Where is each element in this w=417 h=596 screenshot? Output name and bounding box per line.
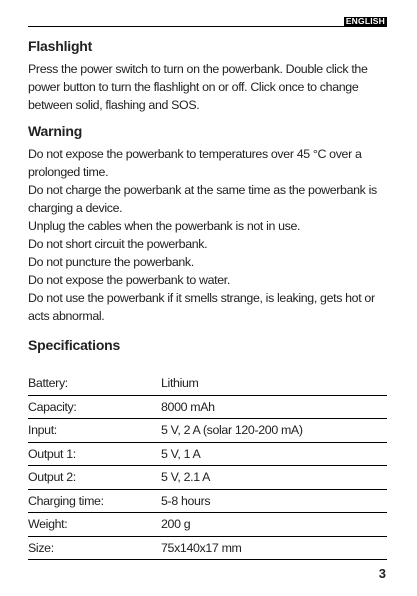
spec-row <box>28 372 387 396</box>
spec-label: Size: <box>28 540 54 555</box>
warning-line: Do not charge the powerbank at the same time as the powerbank is charging a device. <box>28 183 377 215</box>
warning-line: Do not expose the powerbank to water. <box>28 273 230 287</box>
spec-value: 8000 mAh <box>161 399 215 414</box>
specifications-table <box>28 372 387 560</box>
spec-value: Lithium <box>161 376 199 390</box>
spec-row <box>28 396 387 420</box>
page-number: 3 <box>378 566 386 581</box>
spec-value: 5-8 hours <box>161 493 211 508</box>
warning-heading: Warning <box>28 123 83 139</box>
spec-label: Output 1: <box>28 446 76 461</box>
spec-label: Capacity: <box>28 399 77 414</box>
spec-row <box>28 490 387 514</box>
flashlight-heading: Flashlight <box>28 38 93 54</box>
spec-row <box>28 513 387 537</box>
spec-row <box>28 466 387 490</box>
spec-label: Weight: <box>28 517 68 531</box>
spec-value: 5 V, 2 A (solar 120-200 mA) <box>161 423 303 437</box>
specifications-heading: Specifications <box>28 337 121 353</box>
spec-label: Input: <box>28 423 57 437</box>
spec-value: 200 g <box>161 517 191 531</box>
header-rule <box>28 26 387 27</box>
spec-value: 5 V, 2.1 A <box>161 470 211 484</box>
spec-row <box>28 537 387 561</box>
warning-line: Do not short circuit the powerbank. <box>28 237 208 251</box>
warning-list <box>28 145 387 325</box>
warning-line: Do not expose the powerbank to temperatures over 45 °C over a prolonged time. <box>28 147 362 179</box>
spec-label: Charging time: <box>28 493 104 508</box>
spec-row <box>28 419 387 443</box>
spec-row <box>28 443 387 467</box>
spec-label: Output 2: <box>28 470 76 484</box>
warning-line: Do not use the powerbank if it smells strange, is leaking, gets hot or acts abnormal. <box>28 291 375 323</box>
spec-label: Battery: <box>28 376 68 390</box>
spec-value: 5 V, 1 A <box>161 446 201 461</box>
warning-line: Do not puncture the powerbank. <box>28 255 194 269</box>
page-content <box>28 34 387 560</box>
flashlight-paragraph: Press the power switch to turn on the powerbank. Double click the power button to turn the flashlight on or off. Click once to change between solid, flashing and SOS. <box>28 62 368 112</box>
warning-line: Unplug the cables when the powerbank is not in use. <box>28 219 301 233</box>
language-badge: ENGLISH <box>345 16 385 26</box>
spec-value: 75x140x17 mm <box>161 540 242 555</box>
